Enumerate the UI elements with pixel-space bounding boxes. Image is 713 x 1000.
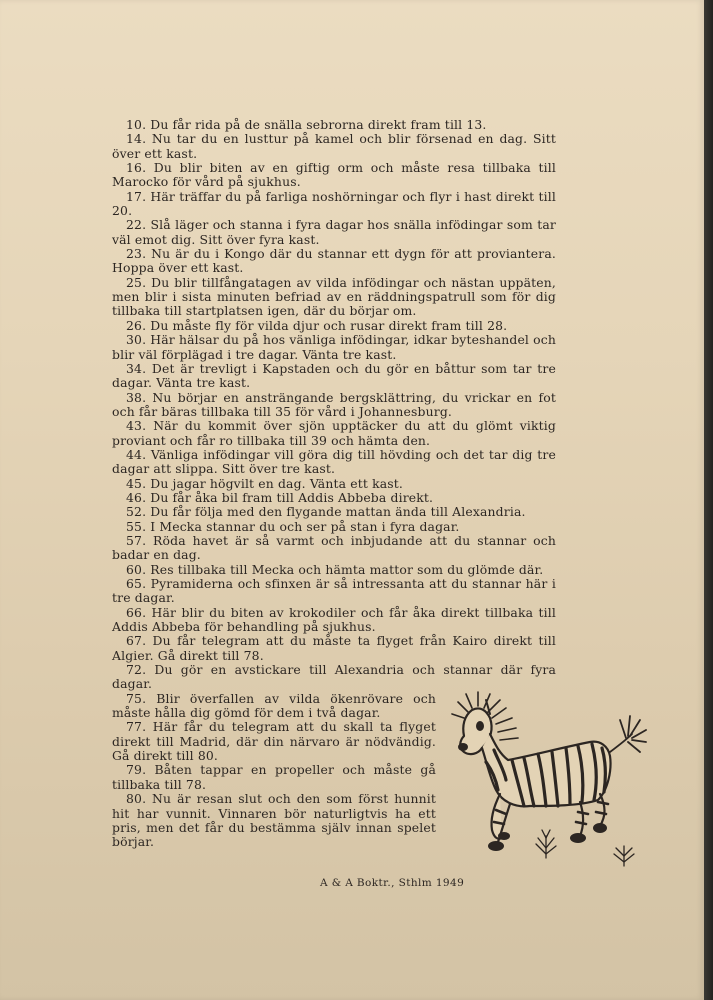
rule-entry-72: 72. Du gör en avstickare till Alexandria och stannar där fyra dagar. — [112, 662, 556, 692]
printer-footer: A & A Boktr., Sthlm 1949 — [320, 877, 465, 889]
rule-entry-14: 14. Nu tar du en lusttur på kamel och blir försenad en dag. Sitt över ett kast. — [112, 131, 556, 161]
rule-entry-26: 26. Du måste fly för vilda djur och rusar direkt fram till 28. — [126, 317, 508, 333]
rule-entry-77: 77. Här får du telegram att du skall ta flyget direkt till Madrid, där din närvaro är nödvändig. Gå direkt till 80. — [112, 719, 436, 764]
rule-entry-66: 66. Här blir du biten av krokodiler och får åka direkt tillbaka till Addis Abbeba för behandling på sjukhus. — [112, 604, 556, 635]
rule-entry-38: 38. Nu börjar en ansträngande bergsklättring, du vrickar en fot och får bäras tillbaka till 35 för vård i Johannesburg. — [112, 389, 556, 419]
rule-entry-79: 79. Båten tappar en propeller och måste gå tillbaka till 78. — [112, 762, 436, 792]
rule-entry-80: 80. Nu är resan slut och den som först hunnit hit har vunnit. Vinnaren bör naturligtvis ha ett pris, men det får du bestämma själv innan spelet börjar. — [112, 791, 436, 850]
rule-entry-25: 25. Du blir tillfångatagen av vilda infödingar och nästan uppäten, men blir i sista minuten befriad av en räddningspatrull som för dig tillbaka till startplatsen igen, där du börjar om. — [112, 274, 556, 319]
rule-entry-45: 45. Du jagar högvilt en dag. Vänta ett kast. — [126, 475, 403, 491]
rule-entry-46: 46. Du får åka bil fram till Addis Abbeba direkt. — [126, 489, 434, 505]
zebra-illustration — [450, 690, 650, 870]
rule-entry-57: 57. Röda havet är så varmt och inbjudande att du stannar och badar en dag. — [112, 532, 556, 563]
rule-entry-22: 22. Slå läger och stanna i fyra dagar hos snälla infödingar som tar väl emot dig. Sitt över fyra kast. — [112, 217, 556, 247]
rule-entry-10: 10. Du får rida på de snälla sebrorna direkt fram till 13. — [126, 117, 487, 132]
background-edge — [704, 0, 713, 1000]
rule-entry-43: 43. När du kommit över sjön upptäcker du att du glömt viktig proviant och får ro tillbaka till 39 och hämta den. — [112, 418, 556, 448]
rule-entry-17: 17. Här träffar du på farliga noshörningar och flyr i hast direkt till 20. — [112, 188, 556, 219]
rule-entry-65: 65. Pyramiderna och sfinxen är så intressanta att du stannar här i tre dagar. — [112, 576, 556, 606]
rule-entry-75: 75. Blir överfallen av vilda ökenrövare och måste hålla dig gömd för dem i två dagar. — [112, 690, 436, 721]
rule-entry-34: 34. Det är trevligt i Kapstaden och du gör en båttur som tar tre dagar. Vänta tre kast. — [112, 360, 556, 391]
rule-entry-67: 67. Du får telegram att du måste ta flyget från Kairo direkt till Algier. Gå direkt till 78. — [112, 633, 556, 663]
rule-entry-55: 55. I Mecka stannar du och ser på stan i fyra dagar. — [126, 518, 460, 534]
rule-entry-30: 30. Här hälsar du på hos vänliga infödingar, idkar byteshandel och blir väl förplägad i tre dagar. Vänta tre kast. — [112, 332, 556, 362]
rule-entry-16: 16. Du blir biten av en giftig orm och måste resa tillbaka till Marocko för vård på sjukhus. — [112, 160, 556, 190]
rule-entry-44: 44. Vänliga infödingar vill göra dig till hövding och det tar dig tre dagar att slippa. Sitt över tre kast. — [112, 446, 556, 477]
rule-entry-52: 52. Du får följa med den flygande mattan ända till Alexandria. — [126, 504, 526, 520]
rule-entry-23: 23. Nu är du i Kongo där du stannar ett dygn för att proviantera. Hoppa över ett kast. — [112, 246, 556, 276]
rule-entry-60: 60. Res tillbaka till Mecka och hämta mattor som du glömde där. — [126, 561, 544, 577]
